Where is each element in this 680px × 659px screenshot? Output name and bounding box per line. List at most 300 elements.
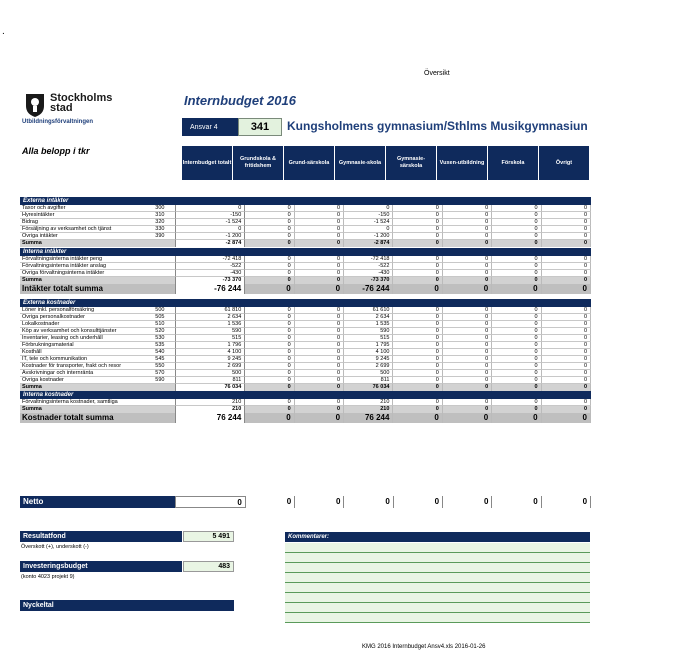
section-header: Externa kostnader: [20, 299, 591, 307]
value-cell[interactable]: 0: [295, 314, 344, 321]
value-cell[interactable]: 0: [542, 277, 591, 284]
value-cell[interactable]: 0: [443, 399, 492, 406]
value-cell[interactable]: 0: [492, 219, 541, 226]
value-cell[interactable]: 0: [443, 335, 492, 342]
table-row: [20, 399, 591, 406]
value-cell[interactable]: -430: [175, 270, 246, 277]
resultatfond-label: Resultatfond: [20, 531, 182, 542]
value-cell[interactable]: 0: [443, 256, 492, 263]
value-cell[interactable]: 0: [245, 314, 294, 321]
value-cell[interactable]: 1 796: [175, 342, 246, 349]
value-cell[interactable]: 0: [393, 277, 442, 284]
value-cell[interactable]: 0: [443, 356, 492, 363]
section-header: Externa intäkter: [20, 197, 591, 205]
resultatfond-value[interactable]: 5 491: [183, 531, 234, 542]
value-cell[interactable]: 0: [245, 349, 294, 356]
value-cell[interactable]: 0: [542, 307, 591, 314]
value-cell[interactable]: 0: [295, 256, 344, 263]
value-cell[interactable]: 0: [443, 328, 492, 335]
value-cell[interactable]: 0: [542, 240, 591, 247]
value-cell[interactable]: 0: [245, 377, 294, 384]
value-cell[interactable]: 0: [542, 205, 591, 212]
ansvar-label: Ansvar 4: [182, 118, 238, 136]
value-cell[interactable]: 0: [542, 321, 591, 328]
value-cell[interactable]: 0: [542, 384, 591, 391]
comment-line[interactable]: [285, 593, 590, 603]
value-cell[interactable]: 0: [245, 384, 294, 391]
account-code: 500: [155, 307, 174, 314]
value-cell[interactable]: -150: [175, 212, 246, 219]
value-cell[interactable]: 0: [542, 314, 591, 321]
value-cell[interactable]: 0: [492, 413, 541, 423]
value-cell[interactable]: 0: [492, 328, 541, 335]
netto-value-cell[interactable]: 0: [542, 496, 591, 508]
value-cell[interactable]: -1 524: [344, 219, 393, 226]
value-cell[interactable]: 0: [443, 349, 492, 356]
value-cell[interactable]: 0: [542, 256, 591, 263]
value-cell[interactable]: 0: [443, 413, 492, 423]
value-cell[interactable]: 0: [295, 219, 344, 226]
account-code: 330: [155, 226, 174, 233]
value-cell[interactable]: 0: [295, 335, 344, 342]
value-cell[interactable]: 0: [393, 370, 442, 377]
value-cell[interactable]: 0: [443, 212, 492, 219]
row-label: Övriga intäkter: [20, 233, 155, 240]
value-cell[interactable]: 0: [492, 233, 541, 240]
account-code: 505: [155, 314, 174, 321]
value-cell[interactable]: 0: [542, 342, 591, 349]
value-cell[interactable]: 0: [245, 219, 294, 226]
value-cell[interactable]: 0: [393, 335, 442, 342]
value-cell[interactable]: 0: [443, 363, 492, 370]
column-header: Gymnasie-skola: [335, 146, 386, 180]
value-cell[interactable]: 0: [245, 284, 294, 294]
value-cell[interactable]: 1 536: [175, 321, 246, 328]
value-cell[interactable]: 0: [443, 219, 492, 226]
value-cell[interactable]: 0: [492, 277, 541, 284]
value-cell[interactable]: 0: [393, 406, 442, 413]
value-cell[interactable]: 2 634: [175, 314, 246, 321]
netto-value-cell[interactable]: 0: [394, 496, 443, 508]
value-cell[interactable]: 0: [295, 363, 344, 370]
value-cell[interactable]: 0: [443, 370, 492, 377]
value-cell[interactable]: 210: [344, 406, 393, 413]
value-cell[interactable]: 0: [492, 284, 541, 294]
value-cell[interactable]: 0: [295, 399, 344, 406]
comment-line[interactable]: [285, 603, 590, 613]
value-cell[interactable]: 811: [175, 377, 246, 384]
comment-line[interactable]: [285, 543, 590, 553]
value-cell[interactable]: 0: [542, 349, 591, 356]
value-cell[interactable]: 0: [542, 335, 591, 342]
value-cell[interactable]: 0: [175, 226, 246, 233]
value-cell[interactable]: 0: [492, 363, 541, 370]
value-cell[interactable]: 0: [393, 349, 442, 356]
value-cell[interactable]: 1 795: [344, 342, 393, 349]
value-cell[interactable]: 0: [295, 226, 344, 233]
value-cell[interactable]: 0: [245, 226, 294, 233]
comment-line[interactable]: [285, 553, 590, 563]
value-cell[interactable]: 0: [492, 256, 541, 263]
value-cell[interactable]: 0: [393, 219, 442, 226]
value-cell[interactable]: 4 100: [175, 349, 246, 356]
row-label: Kostnader totalt summa: [22, 413, 114, 422]
ansvar-number-cell[interactable]: 341: [238, 118, 282, 136]
value-cell[interactable]: -72 418: [344, 256, 393, 263]
value-cell[interactable]: 0: [492, 212, 541, 219]
value-cell[interactable]: 0: [245, 413, 294, 423]
value-cell[interactable]: 0: [295, 406, 344, 413]
value-cell[interactable]: 0: [393, 240, 442, 247]
section-header: Interna intäkter: [20, 248, 591, 256]
value-cell[interactable]: 0: [443, 314, 492, 321]
row-label: Summa: [22, 384, 42, 390]
value-cell[interactable]: 0: [295, 263, 344, 270]
row-label: Kosthåll: [20, 349, 155, 356]
value-cell[interactable]: 0: [245, 212, 294, 219]
value-cell[interactable]: 0: [443, 307, 492, 314]
table-row: [20, 212, 591, 219]
value-cell[interactable]: 0: [295, 342, 344, 349]
account-code: [155, 406, 174, 413]
column-header: Grund-särskola: [284, 146, 335, 180]
value-cell[interactable]: 0: [245, 321, 294, 328]
account-code: [155, 384, 174, 391]
table-row: [20, 270, 591, 277]
value-cell[interactable]: 0: [492, 384, 541, 391]
value-cell[interactable]: 0: [393, 263, 442, 270]
account-code: 520: [155, 328, 174, 335]
value-cell[interactable]: 0: [393, 226, 442, 233]
value-cell[interactable]: 0: [245, 205, 294, 212]
value-cell[interactable]: 0: [542, 399, 591, 406]
table-row: [20, 205, 591, 212]
value-cell[interactable]: 0: [245, 328, 294, 335]
value-cell[interactable]: 0: [492, 399, 541, 406]
value-cell[interactable]: 0: [245, 356, 294, 363]
row-label: IT, tele och kommunikation: [20, 356, 155, 363]
value-cell[interactable]: 0: [295, 307, 344, 314]
value-cell[interactable]: 0: [492, 406, 541, 413]
row-label: Förbrukningsmaterial: [20, 342, 155, 349]
value-cell[interactable]: 0: [393, 356, 442, 363]
value-cell[interactable]: 0: [393, 399, 442, 406]
value-cell[interactable]: 0: [295, 377, 344, 384]
value-cell[interactable]: 0: [443, 263, 492, 270]
value-cell[interactable]: 0: [542, 356, 591, 363]
value-cell[interactable]: 0: [245, 277, 294, 284]
value-cell[interactable]: 0: [492, 240, 541, 247]
value-cell[interactable]: 76 034: [344, 384, 393, 391]
value-cell[interactable]: 0: [542, 226, 591, 233]
total-row: [20, 413, 591, 423]
row-label: Kostnader för transporter, frakt och resor: [20, 363, 155, 370]
table-row: [20, 263, 591, 270]
total-row: [20, 284, 591, 294]
value-cell[interactable]: 0: [492, 205, 541, 212]
value-cell[interactable]: 0: [542, 406, 591, 413]
account-code: [155, 270, 174, 277]
value-cell[interactable]: 0: [443, 226, 492, 233]
value-cell[interactable]: 515: [344, 335, 393, 342]
row-label: Intäkter totalt summa: [22, 284, 103, 293]
value-cell[interactable]: 0: [295, 384, 344, 391]
value-cell[interactable]: 0: [393, 284, 442, 294]
row-label: Övriga kostnader: [20, 377, 155, 384]
row-label: Köp av verksamhet och konsulttjänster: [20, 328, 155, 335]
value-cell[interactable]: 0: [492, 342, 541, 349]
value-cell[interactable]: 0: [542, 363, 591, 370]
account-code: 540: [155, 349, 174, 356]
value-cell[interactable]: 9 245: [344, 356, 393, 363]
value-cell[interactable]: 0: [245, 263, 294, 270]
table-row: [20, 328, 591, 335]
value-cell[interactable]: 0: [443, 377, 492, 384]
account-code: 530: [155, 335, 174, 342]
account-code: 300: [155, 205, 174, 212]
value-cell[interactable]: 2 699: [344, 363, 393, 370]
table-row: [20, 363, 591, 370]
table-row: [20, 321, 591, 328]
row-label: Förvaltningsinterna intäkter peng: [20, 256, 155, 263]
value-cell[interactable]: 0: [443, 406, 492, 413]
value-cell[interactable]: -72 418: [175, 256, 246, 263]
value-cell[interactable]: 0: [393, 270, 442, 277]
netto-row: [20, 496, 591, 508]
value-cell[interactable]: 590: [344, 328, 393, 335]
value-cell[interactable]: 0: [492, 370, 541, 377]
value-cell[interactable]: 76 244: [344, 413, 393, 423]
value-cell[interactable]: 4 100: [344, 349, 393, 356]
value-cell[interactable]: 1 535: [344, 321, 393, 328]
value-cell[interactable]: -1 200: [175, 233, 246, 240]
value-cell[interactable]: 0: [393, 363, 442, 370]
value-cell[interactable]: -76 244: [344, 284, 393, 294]
column-header: Förskola: [488, 146, 539, 180]
value-cell[interactable]: 0: [295, 370, 344, 377]
netto-label: Netto: [23, 497, 44, 506]
row-label: Förvaltningsinterna intäkter anslag: [20, 263, 155, 270]
value-cell[interactable]: 0: [245, 307, 294, 314]
value-cell[interactable]: 590: [175, 328, 246, 335]
value-cell[interactable]: 0: [245, 233, 294, 240]
table-row: [20, 342, 591, 349]
logo-name-line1: Stockholms: [50, 92, 113, 104]
table-row: [20, 226, 591, 233]
value-cell[interactable]: -2 874: [344, 240, 393, 247]
netto-value-cell[interactable]: 0: [175, 496, 246, 508]
value-cell[interactable]: 0: [443, 284, 492, 294]
value-cell[interactable]: 0: [295, 321, 344, 328]
value-cell[interactable]: 0: [393, 314, 442, 321]
column-header: Gymnasie-särskola: [386, 146, 437, 180]
value-cell[interactable]: 0: [245, 270, 294, 277]
value-cell[interactable]: -430: [344, 270, 393, 277]
value-cell[interactable]: 0: [443, 277, 492, 284]
value-cell[interactable]: 0: [443, 270, 492, 277]
value-cell[interactable]: 61 610: [344, 307, 393, 314]
netto-value-cell[interactable]: 0: [443, 496, 492, 508]
row-label: Försäljning av verksamhet och tjänst: [20, 226, 155, 233]
table-row: [20, 233, 591, 240]
value-cell[interactable]: -1 200: [344, 233, 393, 240]
table-row: [20, 356, 591, 363]
page-title: Internbudget 2016: [184, 93, 296, 108]
row-label: Summa: [22, 240, 42, 246]
row-label: Taxor och avgifter: [20, 205, 155, 212]
value-cell[interactable]: 0: [492, 226, 541, 233]
value-cell[interactable]: 0: [295, 240, 344, 247]
value-cell[interactable]: -76 244: [175, 284, 246, 294]
account-code: 550: [155, 363, 174, 370]
value-cell[interactable]: 0: [542, 219, 591, 226]
section-header: Interna kostnader: [20, 391, 591, 399]
netto-value-cell[interactable]: 0: [295, 496, 344, 508]
investeringsbudget-label: Investeringsbudget: [20, 561, 182, 572]
value-cell[interactable]: -150: [344, 212, 393, 219]
netto-value-cell[interactable]: 0: [246, 496, 295, 508]
table-row: [20, 349, 591, 356]
value-cell[interactable]: 0: [393, 342, 442, 349]
value-cell[interactable]: 76 034: [175, 384, 246, 391]
value-cell[interactable]: 0: [443, 233, 492, 240]
value-cell[interactable]: 0: [443, 342, 492, 349]
value-cell[interactable]: 0: [344, 205, 393, 212]
value-cell[interactable]: 0: [295, 284, 344, 294]
value-cell[interactable]: 210: [175, 406, 246, 413]
value-cell[interactable]: 0: [295, 270, 344, 277]
row-label: Avskrivningar och internränta: [20, 370, 155, 377]
value-cell[interactable]: 210: [175, 399, 246, 406]
value-cell[interactable]: 0: [295, 356, 344, 363]
value-cell[interactable]: -73 370: [344, 277, 393, 284]
value-cell[interactable]: 0: [393, 233, 442, 240]
value-cell[interactable]: 0: [393, 328, 442, 335]
netto-value-cell[interactable]: 0: [344, 496, 393, 508]
value-cell[interactable]: 0: [245, 240, 294, 247]
value-cell[interactable]: 0: [542, 413, 591, 423]
value-cell[interactable]: 0: [542, 270, 591, 277]
value-cell[interactable]: 210: [344, 399, 393, 406]
comment-line[interactable]: [285, 613, 590, 623]
value-cell[interactable]: 0: [492, 377, 541, 384]
value-cell[interactable]: 0: [492, 263, 541, 270]
value-cell[interactable]: 0: [542, 263, 591, 270]
value-cell[interactable]: 0: [492, 321, 541, 328]
value-cell[interactable]: 0: [393, 205, 442, 212]
account-code: 390: [155, 233, 174, 240]
table-row: [20, 335, 591, 342]
account-code: 590: [155, 377, 174, 384]
value-cell[interactable]: 0: [295, 277, 344, 284]
value-cell[interactable]: 0: [492, 314, 541, 321]
value-cell[interactable]: 0: [443, 321, 492, 328]
value-cell[interactable]: 0: [492, 356, 541, 363]
value-cell[interactable]: 0: [393, 256, 442, 263]
value-cell[interactable]: 0: [295, 328, 344, 335]
account-code: 545: [155, 356, 174, 363]
value-cell[interactable]: 0: [295, 233, 344, 240]
value-cell[interactable]: 500: [175, 370, 246, 377]
value-cell[interactable]: 0: [492, 307, 541, 314]
value-cell[interactable]: 0: [245, 342, 294, 349]
value-cell[interactable]: 500: [344, 370, 393, 377]
value-cell[interactable]: 0: [492, 335, 541, 342]
value-cell[interactable]: 0: [175, 205, 246, 212]
value-cell[interactable]: 0: [542, 328, 591, 335]
value-cell[interactable]: 0: [245, 363, 294, 370]
value-cell[interactable]: 0: [295, 349, 344, 356]
value-cell[interactable]: -1 524: [175, 219, 246, 226]
value-cell[interactable]: 0: [295, 413, 344, 423]
row-label: Lokalkostnader: [20, 321, 155, 328]
value-cell[interactable]: 0: [295, 205, 344, 212]
value-cell[interactable]: 0: [245, 406, 294, 413]
account-code: 570: [155, 370, 174, 377]
comment-line[interactable]: [285, 583, 590, 593]
comment-line[interactable]: [285, 573, 590, 583]
value-cell[interactable]: -2 874: [175, 240, 246, 247]
value-cell[interactable]: 2 699: [175, 363, 246, 370]
value-cell[interactable]: 0: [542, 284, 591, 294]
comment-line[interactable]: [285, 563, 590, 573]
account-code: [155, 399, 174, 406]
value-cell[interactable]: 61 810: [175, 307, 246, 314]
value-cell[interactable]: 0: [245, 399, 294, 406]
value-cell[interactable]: 0: [245, 370, 294, 377]
value-cell[interactable]: -522: [175, 263, 246, 270]
value-cell[interactable]: 76 244: [175, 413, 246, 423]
value-cell[interactable]: 0: [492, 270, 541, 277]
table-row: [20, 256, 591, 263]
account-code: [155, 277, 174, 284]
value-cell[interactable]: 0: [393, 377, 442, 384]
sum-row: [20, 277, 591, 284]
value-cell[interactable]: 0: [542, 212, 591, 219]
value-cell[interactable]: 0: [443, 205, 492, 212]
value-cell[interactable]: 515: [175, 335, 246, 342]
value-cell[interactable]: 0: [542, 233, 591, 240]
column-header: Övrigt: [539, 146, 590, 180]
value-cell[interactable]: 0: [393, 212, 442, 219]
value-cell[interactable]: -522: [344, 263, 393, 270]
netto-value-cell[interactable]: 0: [492, 496, 541, 508]
value-cell[interactable]: 0: [443, 384, 492, 391]
value-cell[interactable]: 0: [393, 307, 442, 314]
value-cell[interactable]: 811: [344, 377, 393, 384]
logo-department: Utbildningsförvaltningen: [22, 119, 93, 125]
value-cell[interactable]: 0: [443, 240, 492, 247]
value-cell[interactable]: 2 634: [344, 314, 393, 321]
value-cell[interactable]: 0: [542, 370, 591, 377]
value-cell[interactable]: 0: [245, 256, 294, 263]
value-cell[interactable]: -73 370: [175, 277, 246, 284]
value-cell[interactable]: 0: [542, 377, 591, 384]
value-cell[interactable]: 0: [295, 212, 344, 219]
value-cell[interactable]: 0: [344, 226, 393, 233]
value-cell[interactable]: 9 245: [175, 356, 246, 363]
value-cell[interactable]: 0: [492, 349, 541, 356]
value-cell[interactable]: 0: [245, 335, 294, 342]
table-row: [20, 307, 591, 314]
row-label: Summa: [22, 277, 42, 283]
account-code: [155, 240, 174, 247]
investeringsbudget-value[interactable]: 483: [183, 561, 234, 572]
row-label: Summa: [22, 406, 42, 412]
value-cell[interactable]: 0: [393, 321, 442, 328]
value-cell[interactable]: 0: [393, 384, 442, 391]
value-cell[interactable]: 0: [393, 413, 442, 423]
